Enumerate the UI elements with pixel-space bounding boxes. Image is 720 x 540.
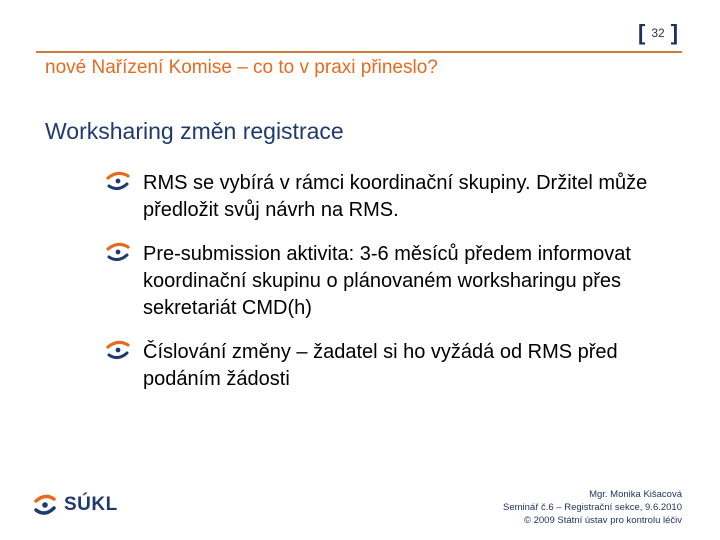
footer: [503, 488, 682, 527]
sukl-logo: [32, 492, 118, 518]
bullet-item: [105, 170, 685, 224]
logo-text: SÚKL: [64, 494, 118, 515]
bullet-text: RMS se vybírá v rámci koordinační skupiny. Držitel může předložit svůj návrh na RMS.: [143, 172, 648, 221]
page-number: [638, 22, 678, 44]
footer-copyright: © 2009 Státní ústav pro kontrolu léčiv: [523, 515, 682, 526]
right-bracket: ]: [670, 20, 679, 45]
footer-author: Mgr. Monika Kišacová: [589, 489, 682, 500]
sukl-logo-icon: [32, 492, 58, 518]
bullet-text: Pre-submission aktivita: 3-6 měsíců předem informovat koordinační skupinu o plánovaném worksharingu přes sekretariát CMD(h): [143, 243, 631, 319]
header-divider: [36, 51, 682, 53]
bullet-item: [105, 241, 685, 322]
section-title: Worksharing změn registrace: [45, 118, 344, 144]
bullet-list: [105, 170, 685, 410]
left-bracket: [: [638, 20, 646, 45]
footer-event: Seminář č.6 – Registrační sekce, 9.6.2010: [502, 502, 682, 513]
bullet-swoosh-icon: [105, 339, 131, 361]
bullet-swoosh-icon: [105, 241, 131, 263]
page-number-value: 32: [651, 26, 665, 40]
bullet-item: [105, 339, 685, 393]
bullet-swoosh-icon: [105, 170, 131, 192]
bullet-text: Číslování změny – žadatel si ho vyžádá od RMS před podáním žádosti: [143, 341, 618, 390]
header-title: nové Nařízení Komise – co to v praxi přineslo?: [45, 57, 438, 78]
